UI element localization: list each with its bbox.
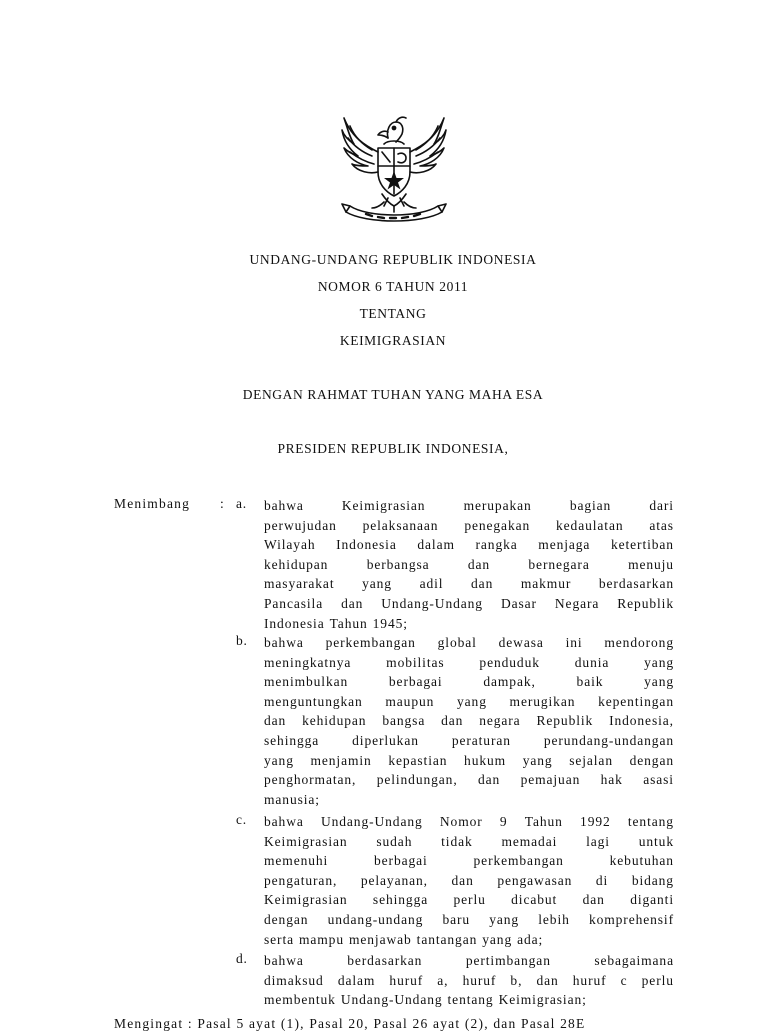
- word: serta: [264, 931, 294, 947]
- word: dan: [264, 713, 287, 729]
- word: pengawasan: [497, 872, 573, 888]
- word: bahwa: [264, 635, 304, 650]
- word: Tahun: [524, 814, 563, 829]
- word: dalam: [337, 972, 376, 988]
- word: menjawab: [348, 931, 412, 947]
- word: bidang: [631, 872, 674, 888]
- item-text: [264, 633, 674, 809]
- word: perkembangan: [473, 853, 564, 869]
- word: menuju: [628, 556, 674, 572]
- word: manusia;: [264, 791, 320, 807]
- item-text: [264, 496, 674, 633]
- word: asasi: [643, 772, 674, 788]
- president-heading: PRESIDEN REPUBLIK INDONESIA,: [277, 441, 509, 456]
- word: global: [437, 635, 477, 650]
- word: peraturan: [451, 732, 511, 748]
- word: rangka: [475, 537, 518, 553]
- word: Keimigrasian: [341, 498, 426, 513]
- text-line: [264, 653, 674, 673]
- word: untuk: [638, 833, 674, 849]
- word: bahwa: [264, 953, 304, 968]
- word: dan: [536, 972, 559, 988]
- word: baru: [442, 911, 471, 927]
- word: berdasarkan: [347, 953, 423, 968]
- word: dan: [582, 892, 605, 908]
- word: mobilitas: [386, 654, 445, 670]
- word: bernegara: [528, 556, 590, 572]
- word: sehingga: [372, 892, 429, 908]
- word: dimaksud: [264, 972, 324, 988]
- word: memenuhi: [264, 853, 329, 869]
- word: sebagaimana: [594, 953, 674, 968]
- word: pelaksanaan: [362, 517, 439, 533]
- word: Republik: [617, 595, 674, 611]
- word: huruf: [462, 972, 497, 988]
- text-line: [264, 951, 674, 971]
- law-title: UNDANG-UNDANG REPUBLIK INDONESIA: [249, 252, 537, 267]
- word: pelindungan,: [376, 772, 458, 788]
- word: Indonesia: [264, 615, 325, 631]
- word: bangsa: [382, 713, 426, 729]
- word: sudah: [376, 833, 413, 849]
- text-line: [264, 692, 674, 712]
- word: Dasar: [500, 595, 537, 611]
- mengingat-partial-line: Mengingat : Pasal 5 ayat (1), Pasal 20, Pasal 26 ayat (2), dan Pasal 28E: [114, 1016, 586, 1031]
- word: dan: [471, 576, 494, 592]
- word: penghormatan,: [264, 772, 357, 788]
- word: dengan: [629, 752, 674, 768]
- text-line: [264, 890, 674, 910]
- text-line: [264, 614, 674, 634]
- preamble: DENGAN RAHMAT TUHAN YANG MAHA ESA: [242, 387, 544, 402]
- word: yang: [489, 911, 520, 927]
- word: b,: [510, 972, 523, 988]
- word: sehingga: [264, 732, 320, 748]
- word: yang: [482, 931, 513, 947]
- word: tidak: [441, 833, 473, 849]
- word: bagian: [569, 498, 612, 513]
- text-line: [264, 812, 674, 832]
- word: kebutuhan: [609, 853, 674, 869]
- word: berdasarkan: [598, 576, 674, 592]
- word: tentang: [447, 992, 494, 1008]
- word: dunia: [574, 654, 610, 670]
- text-line: [264, 790, 674, 810]
- word: diganti: [630, 892, 674, 908]
- word: Undang-Undang: [340, 992, 443, 1008]
- word: diperlukan: [352, 732, 419, 748]
- word: kehidupan: [302, 713, 367, 729]
- text-line: [264, 633, 674, 653]
- word: baik: [576, 674, 604, 690]
- word: Keimigrasian: [264, 892, 348, 908]
- word: Negara: [554, 595, 600, 611]
- word: menimbulkan: [264, 674, 349, 690]
- word: dalam: [417, 537, 455, 553]
- word: perlu: [453, 892, 486, 908]
- word: lebih: [538, 911, 570, 927]
- text-line: [264, 535, 674, 555]
- word: Undang-Undang: [320, 814, 423, 829]
- text-line: [264, 832, 674, 852]
- word: atas: [649, 517, 674, 533]
- word: perlu: [641, 972, 674, 988]
- word: kehidupan: [264, 556, 329, 572]
- word: undang-undang: [327, 911, 424, 927]
- word: 9: [499, 814, 508, 829]
- text-line: [264, 516, 674, 536]
- word: yang: [522, 752, 553, 768]
- text-line: [264, 770, 674, 790]
- text-line: [264, 574, 674, 594]
- word: penegakan: [464, 517, 531, 533]
- word: hak: [600, 772, 623, 788]
- word: 1992: [580, 814, 611, 829]
- word: yang: [264, 752, 294, 768]
- item-letter: a.: [236, 496, 247, 511]
- menimbang-colon: :: [220, 496, 224, 511]
- word: Wilayah: [264, 537, 316, 553]
- text-line: [264, 751, 674, 771]
- menimbang-label: Menimbang: [114, 496, 191, 511]
- word: negara: [479, 713, 521, 729]
- garuda-emblem-icon: [338, 108, 450, 228]
- word: yang: [457, 693, 487, 709]
- item-text: [264, 812, 674, 949]
- word: Keimigrasian: [264, 833, 348, 849]
- word: dan: [477, 772, 501, 788]
- word: Indonesia,: [609, 713, 674, 729]
- text-line: [264, 711, 674, 731]
- word: di: [595, 872, 609, 888]
- about-label: TENTANG: [359, 306, 427, 321]
- item-letter: b.: [236, 633, 248, 648]
- word: maupun: [385, 693, 435, 709]
- word: dengan: [264, 911, 309, 927]
- text-line: [264, 731, 674, 751]
- word: bahwa: [264, 814, 304, 829]
- word: dewasa: [498, 635, 544, 650]
- word: tentang: [627, 814, 674, 829]
- word: mendorong: [604, 635, 674, 650]
- word: c: [620, 972, 628, 988]
- word: menjaga: [538, 537, 591, 553]
- word: perkembangan: [325, 635, 416, 650]
- word: merupakan: [463, 498, 532, 513]
- word: meningkatnya: [264, 654, 352, 670]
- word: berbagai: [374, 853, 428, 869]
- text-line: [264, 910, 674, 930]
- word: dampak,: [483, 674, 536, 690]
- word: masyarakat: [264, 576, 335, 592]
- word: perundang-undangan: [543, 732, 674, 748]
- word: huruf: [572, 972, 607, 988]
- word: Pancasila: [264, 595, 324, 611]
- word: adil: [419, 576, 444, 592]
- item-letter: c.: [236, 812, 247, 827]
- word: sejalan: [569, 752, 613, 768]
- word: Tahun: [329, 615, 368, 631]
- word: dan: [467, 556, 491, 572]
- law-subject: KEIMIGRASIAN: [339, 333, 447, 348]
- word: menjamin: [310, 752, 372, 768]
- text-line: [264, 672, 674, 692]
- word: dicabut: [511, 892, 558, 908]
- text-line: [264, 990, 674, 1010]
- word: dan: [451, 872, 474, 888]
- item-text: [264, 951, 674, 1010]
- text-line: [264, 496, 674, 516]
- word: tantangan: [416, 931, 478, 947]
- text-line: [264, 555, 674, 575]
- word: dan: [341, 595, 364, 611]
- word: menguntungkan: [264, 693, 363, 709]
- word: 1945;: [372, 615, 408, 631]
- word: kedaulatan: [556, 517, 624, 533]
- word: Undang-Undang: [381, 595, 483, 611]
- word: kepentingan: [598, 693, 674, 709]
- word: Indonesia: [336, 537, 397, 553]
- word: hukum: [464, 752, 507, 768]
- text-line: [264, 971, 674, 991]
- word: a,: [437, 972, 449, 988]
- word: bahwa: [264, 498, 304, 513]
- word: penduduk: [479, 654, 540, 670]
- item-letter: d.: [236, 951, 248, 966]
- word: ini: [565, 635, 583, 650]
- word: kepastian: [388, 752, 448, 768]
- word: Nomor: [439, 814, 483, 829]
- word: berbangsa: [366, 556, 430, 572]
- word: Keimigrasian;: [498, 992, 587, 1008]
- word: pelayanan,: [360, 872, 428, 888]
- word: pemajuan: [520, 772, 581, 788]
- text-line: [264, 930, 674, 950]
- text-line: [264, 851, 674, 871]
- word: lagi: [586, 833, 610, 849]
- word: yang: [644, 674, 674, 690]
- word: pengaturan,: [264, 872, 338, 888]
- word: perwujudan: [264, 517, 337, 533]
- word: dan: [441, 713, 464, 729]
- word: komprehensif: [588, 911, 674, 927]
- word: memadai: [501, 833, 558, 849]
- law-number: NOMOR 6 TAHUN 2011: [317, 279, 469, 294]
- word: dari: [649, 498, 674, 513]
- word: yang: [362, 576, 392, 592]
- word: Republik: [536, 713, 594, 729]
- word: huruf: [389, 972, 424, 988]
- word: berbagai: [388, 674, 443, 690]
- word: ada;: [517, 931, 544, 947]
- word: yang: [644, 654, 674, 670]
- text-line: [264, 871, 674, 891]
- word: membentuk: [264, 992, 336, 1008]
- word: makmur: [520, 576, 572, 592]
- word: merugikan: [509, 693, 576, 709]
- text-line: [264, 594, 674, 614]
- word: ketertiban: [610, 537, 674, 553]
- word: mampu: [298, 931, 344, 947]
- word: pertimbangan: [465, 953, 551, 968]
